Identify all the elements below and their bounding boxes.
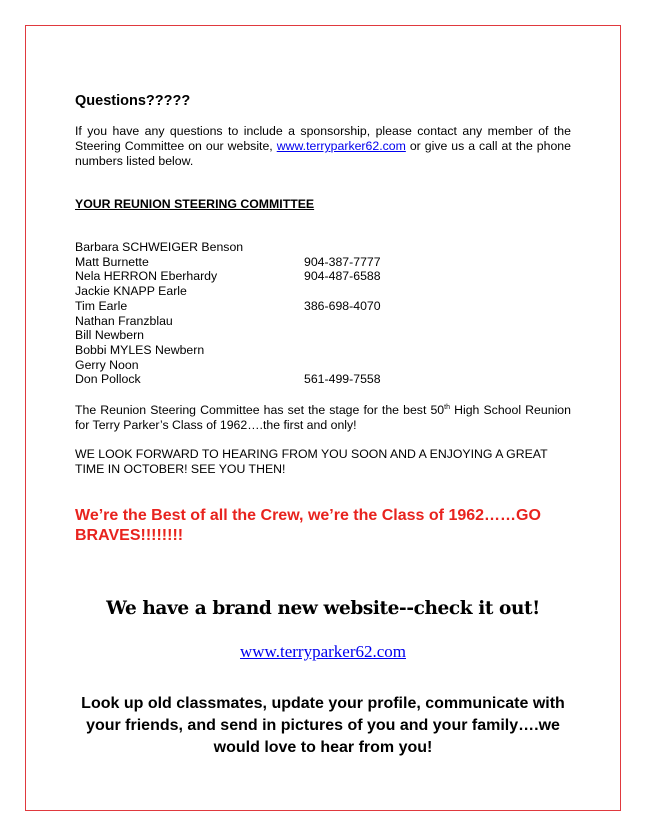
- member-name: Tim Earle: [75, 298, 128, 313]
- website-heading: We have a brand new website--check it out!: [106, 598, 540, 619]
- member-name: Matt Burnette: [75, 254, 149, 269]
- committee-member: [75, 240, 495, 255]
- stage-text-before: The Reunion Steering Committee has set the stage for the best 50: [75, 403, 445, 417]
- committee-member: [75, 255, 495, 270]
- website-link[interactable]: www.terryparker62.com: [240, 642, 406, 661]
- member-name: Nela HERRON Eberhardy: [75, 269, 218, 284]
- committee-member: [75, 269, 495, 284]
- stage-paragraph: [75, 403, 571, 433]
- committee-member: [75, 299, 495, 314]
- member-name: Gerry Noon: [75, 357, 139, 372]
- committee-member: [75, 314, 495, 329]
- member-name: Nathan Franzblau: [75, 313, 173, 328]
- class-slogan: We’re the Best of all the Crew, we’re the Class of 1962……GO BRAVES!!!!!!!!: [75, 507, 541, 544]
- member-phone: 561-499-7558: [304, 372, 381, 387]
- committee-member: [75, 328, 495, 343]
- member-phone: 386-698-4070: [304, 298, 381, 313]
- member-phone: 904-487-6588: [304, 269, 381, 284]
- member-name: Don Pollock: [75, 372, 141, 387]
- member-name: Jackie KNAPP Earle: [75, 284, 187, 299]
- questions-heading: Questions?????: [75, 93, 191, 109]
- committee-member: [75, 372, 495, 387]
- questions-paragraph: [75, 124, 571, 169]
- questions-text-before: If you have any questions to include a sponsorship, please contact any member of the Steering Committee on our website,: [75, 124, 571, 153]
- committee-heading: YOUR REUNION STEERING COMMITTEE: [75, 197, 315, 211]
- website-link-inline[interactable]: www.terryparker62.com: [276, 139, 406, 153]
- stage-text-after: High School Reunion for Terry Parker’s Class of 1962….the first and only!: [75, 403, 571, 432]
- member-name: Barbara SCHWEIGER Benson: [75, 240, 244, 254]
- committee-member: [75, 284, 495, 299]
- member-name: Bobbi MYLES Newbern: [75, 342, 205, 357]
- closing-message: Look up old classmates, update your profile, communicate with your friends, and send in pictures of you and your family….we would love to hear from you!: [81, 695, 565, 756]
- questions-text-after: or give us a call at the phone numbers listed below.: [75, 139, 571, 168]
- committee-member: [75, 358, 495, 373]
- ordinal-suffix: th: [444, 403, 450, 411]
- member-name: Bill Newbern: [75, 328, 145, 343]
- committee-member: [75, 343, 495, 358]
- website-link-container: [26, 642, 620, 662]
- look-forward-paragraph: WE LOOK FORWARD TO HEARING FROM YOU SOON AND A ENJOYING A GREAT TIME IN OCTOBER! SEE YOU THEN!: [75, 447, 548, 476]
- member-phone: 904-387-7777: [304, 254, 381, 269]
